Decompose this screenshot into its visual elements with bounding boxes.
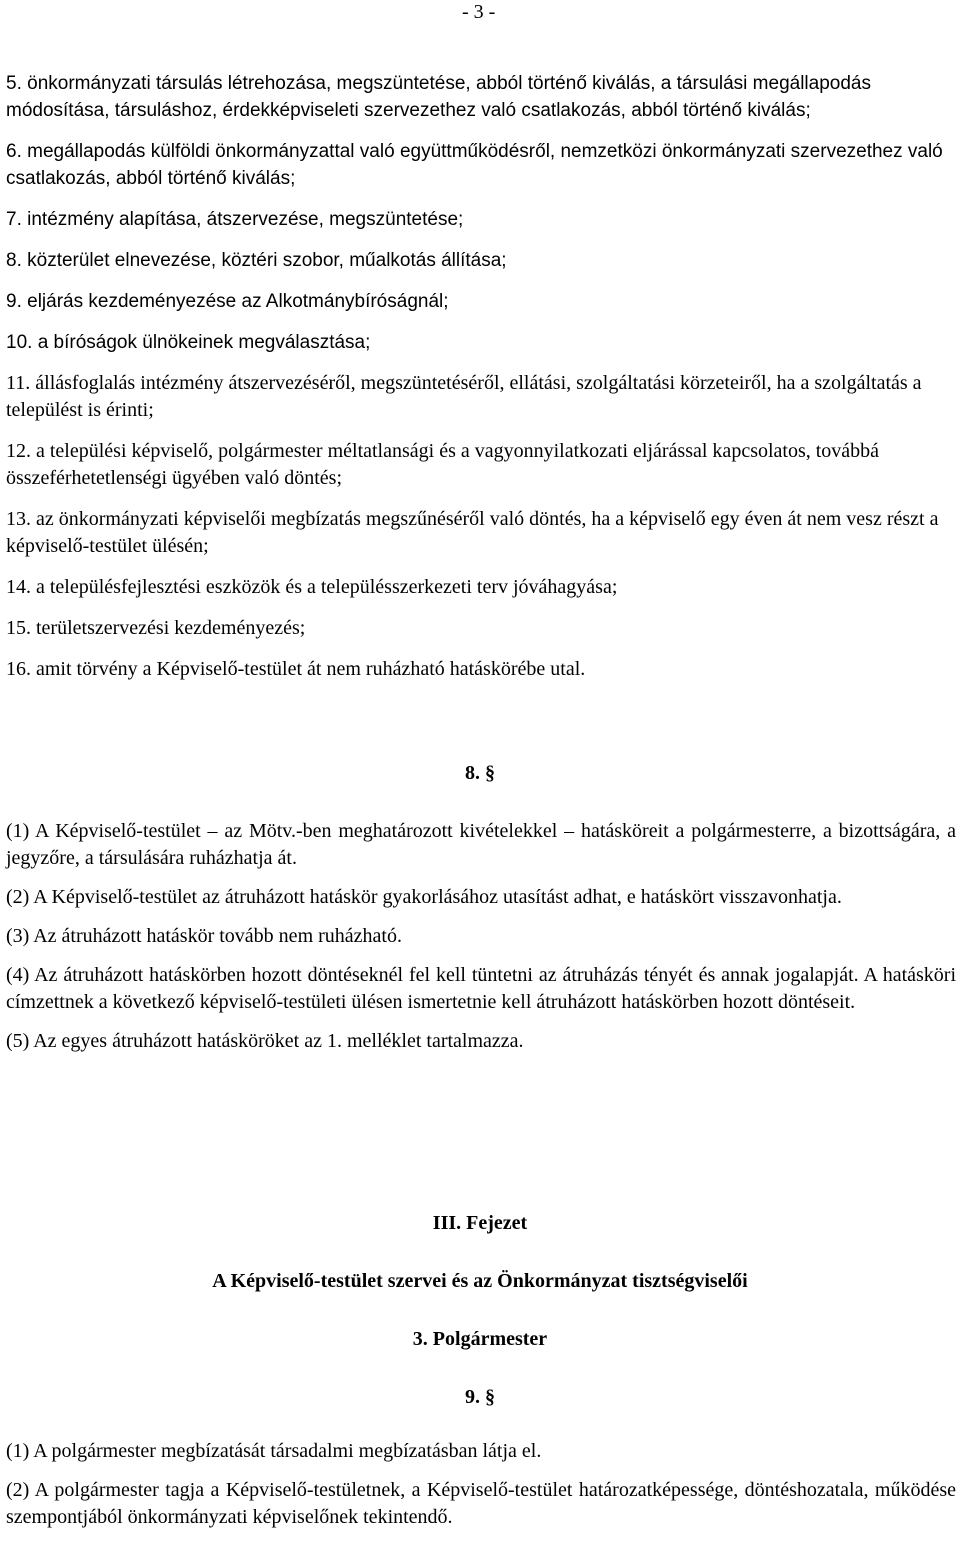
paragraph: (1) A Képviselő-testület – az Mötv.-ben meghatározott kivételekkel – hatásköreit a polgármesterre, a bizottságára, a jegyzőre, a társulására ruházhatja át. [6,820,956,869]
list-item: 5. önkormányzati társulás létrehozása, megszüntetése, abból történő kiválás, a társulási megállapodás módosítása, társuláshoz, érdekképviseleti szervezethez való csatlakozás, abból történő kiválás; [6,73,871,121]
list-item: 8. közterület elnevezése, köztéri szobor, műalkotás állítása; [6,250,507,271]
list-item: 6. megállapodás külföldi önkormányzattal való együttműködésről, nemzetközi önkormányzati szervezethez való csatlakozás, abból történő kiválás; [6,141,943,189]
section-9-heading: 9. § [465,1386,495,1408]
subsection-heading: 3. Polgármester [412,1328,548,1350]
list-item: 11. állásfoglalás intézmény átszervezéséről, megszüntetéséről, ellátási, szolgáltatási körzeteiről, ha a szolgáltatás a települést is érinti; [6,372,922,421]
list-item: 16. amit törvény a Képviselő-testület át nem ruházható hatáskörébe utal. [6,658,586,680]
list-item: 12. a települési képviselő, polgármester méltatlansági és a vagyonnyilatkozati eljárással kapcsolatos, továbbá összeférhetetlenségi ügyében való döntés; [6,440,880,489]
section-8-body [6,818,956,1067]
paragraph: (3) Az átruházott hatáskör tovább nem ruházható. [6,925,402,947]
list-item: 13. az önkormányzati képviselői megbízatás megszűnéséről való döntés, ha a képviselő egy éven át nem vesz részt a képviselő-testület ülésén; [6,508,939,557]
section-8-heading: 8. § [465,762,495,784]
chapter-heading: III. Fejezet [432,1212,528,1234]
list-item: 15. területszervezési kezdeményezés; [6,617,306,639]
list-item: 14. a településfejlesztési eszközök és a településszerkezeti terv jóváhagyása; [6,576,618,598]
paragraph: (5) Az egyes átruházott hatásköröket az 1. melléklet tartalmazza. [6,1030,524,1052]
paragraph: (2) A Képviselő-testület az átruházott hatáskör gyakorlásához utasítást adhat, e hatáskört visszavonhatja. [6,886,842,908]
list-item: 7. intézmény alapítása, átszervezése, megszüntetése; [6,209,464,230]
paragraph: (1) A polgármester megbízatását társadalmi megbízatásban látja el. [6,1440,542,1462]
paragraph: (4) Az átruházott hatáskörben hozott döntéseknél fel kell tüntetni az átruházás tényét és annak jogalapját. A hatásköri címzettnek a következő képviselő-testületi ülésen ismertetnie kell átruházott hatáskörben hozott döntéseit. [6,964,956,1013]
chapter-title: A Képviselő-testület szervei és az Önkormányzat tisztségviselői [212,1270,748,1292]
paragraph: (2) A polgármester tagja a Képviselő-testületnek, a Képviselő-testület határozatképessége, döntéshozatala, működése szempontjából önkormányzati képviselőnek tekintendő. [6,1479,956,1528]
competence-list [6,70,954,697]
page-number: - 3 - [462,1,496,23]
section-9-body [6,1438,956,1543]
list-item: 9. eljárás kezdeményezése az Alkotmánybíróságnál; [6,291,449,312]
list-item: 10. a bíróságok ülnökeinek megválasztása; [6,332,371,353]
